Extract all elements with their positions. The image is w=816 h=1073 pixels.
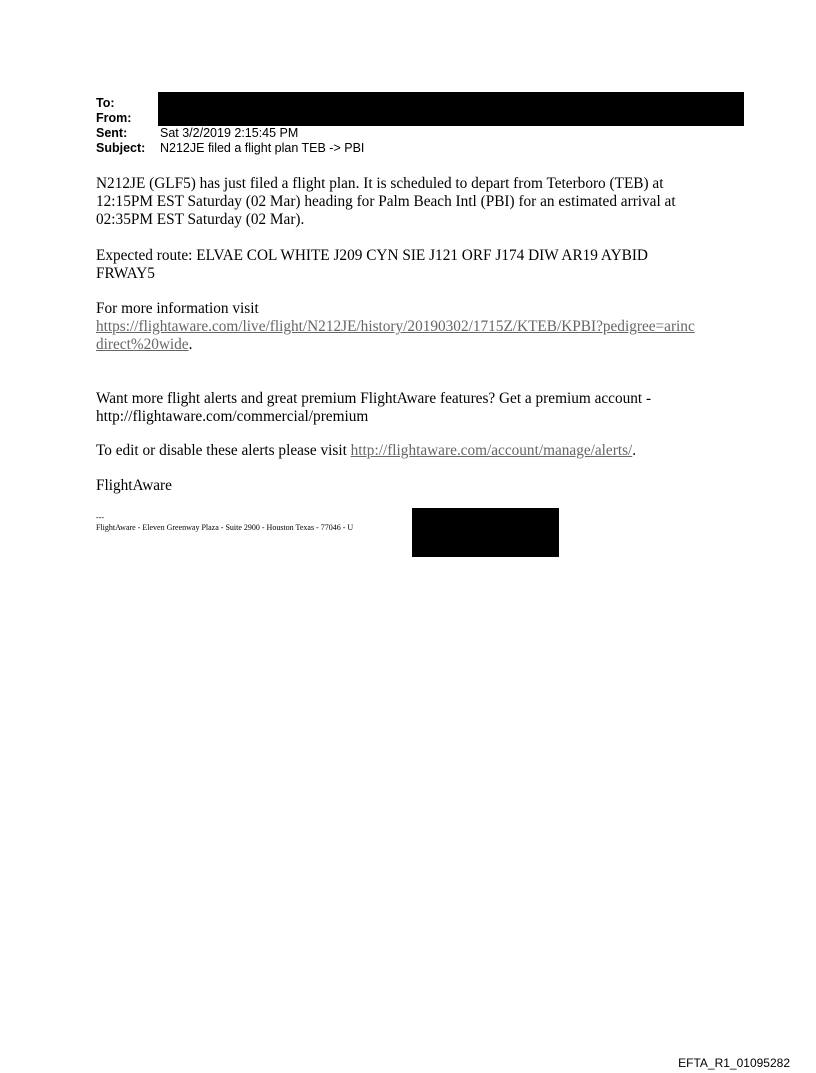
more-info-suffix: . [188,336,193,353]
flight-history-link-line1[interactable]: https://flightaware.com/live/flight/N212JE/history/20190302/1715Z/KTEB/KPBI?pedigree=arinc [96,318,695,335]
header-redaction-block [158,92,744,126]
email-footer [96,513,353,533]
subject-value: N212JE filed a flight plan TEB -> PBI [160,141,365,155]
from-label: From: [96,111,132,125]
footer-separator: --- [96,513,104,522]
sent-label: Sent: [96,126,128,140]
flight-history-link-line2-wrap [96,336,736,354]
manage-alerts-link[interactable]: http://flightaware.com/account/manage/alerts/ [350,442,633,459]
sent-value: Sat 3/2/2019 2:15:45 PM [160,126,299,140]
manage-alerts-suffix: . [632,442,637,459]
signature: FlightAware [96,477,172,494]
flight-history-link-line2[interactable]: direct%20wide [96,336,189,353]
manage-alerts-paragraph [96,442,716,460]
footer-redaction-block [412,508,559,557]
document-id: EFTA_R1_01095282 [678,1056,790,1070]
subject-row [96,141,364,156]
more-info-prefix: For more information visit [96,300,259,317]
footer-address: FlightAware - Eleven Greenway Plaza - Suite 2900 - Houston Texas - 77046 - U [96,523,354,532]
flight-history-link[interactable] [96,318,736,336]
sent-row [96,126,364,141]
more-info-paragraph [96,300,736,354]
to-label: To: [96,96,115,110]
route-paragraph: Expected route: ELVAE COL WHITE J209 CYN SIE J121 ORF J174 DIW AR19 AYBID FRWAY5 [96,247,648,282]
manage-alerts-prefix: To edit or disable these alerts please visit [96,442,351,459]
subject-label: Subject: [96,141,146,155]
flight-plan-paragraph: N212JE (GLF5) has just filed a flight plan. It is scheduled to depart from Teterboro (TEB) at 12:15PM EST Saturday (02 Mar) heading for Palm Beach Intl (PBI) for an estimated arrival at 02:35PM EST Saturday (02 Mar). [96,175,676,228]
premium-paragraph: Want more flight alerts and great premium FlightAware features? Get a premium account - http://flightaware.com/commercial/premium [96,390,652,425]
